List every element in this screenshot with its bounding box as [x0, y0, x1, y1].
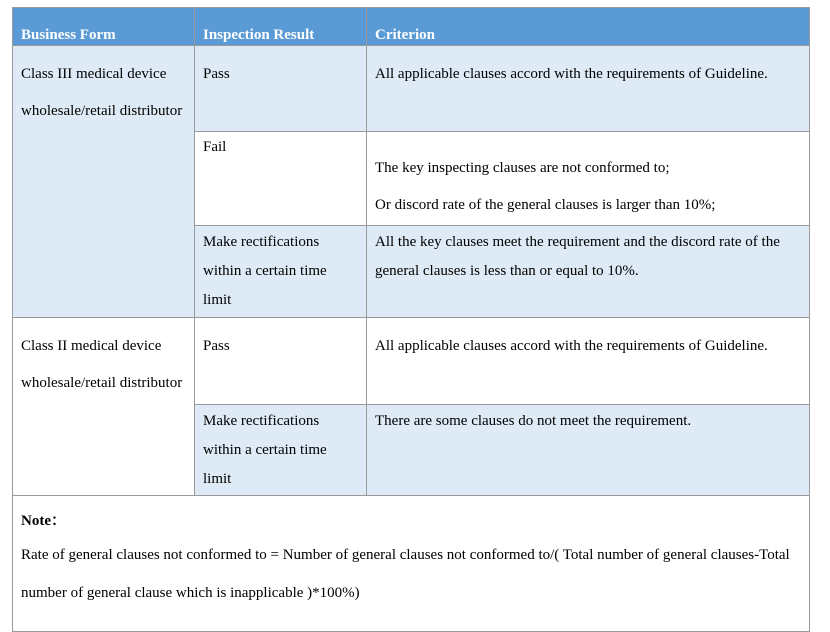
result-pass: Pass	[195, 46, 367, 132]
table-row	[13, 46, 810, 132]
result-rectify: Make rectifications within a certain time limit	[195, 226, 367, 318]
table-header-row	[13, 8, 810, 46]
header-business-form: Business Form	[13, 8, 195, 46]
table-row	[13, 318, 810, 405]
result-rectify-class-ii: Make rectifications within a certain time limit	[195, 405, 367, 496]
inspection-criteria-table	[12, 7, 810, 632]
criterion-rectify: All the key clauses meet the requirement and the discord rate of the general clauses is less than or equal to 10%.	[367, 226, 810, 318]
criterion-fail-line-2: Or discord rate of the general clauses is larger than 10%;	[375, 197, 716, 213]
business-form-class-ii: Class II medical device wholesale/retail distributor	[13, 318, 195, 496]
header-criterion: Criterion	[367, 8, 810, 46]
criterion-pass-class-ii: All applicable clauses accord with the requirements of Guideline.	[367, 318, 810, 405]
note-row	[13, 496, 810, 632]
criterion-fail-line-1: The key inspecting clauses are not conformed to;	[375, 160, 670, 176]
note-cell	[13, 496, 810, 632]
note-title: Note：	[21, 513, 66, 529]
criterion-pass: All applicable clauses accord with the requirements of Guideline.	[367, 46, 810, 132]
note-body: Rate of general clauses not conformed to = Number of general clauses not conformed to/( Total number of general clauses-Total number of general clause which is inapplicable )*100%)	[21, 547, 790, 601]
business-form-class-iii: Class III medical device wholesale/retail distributor	[13, 46, 195, 318]
result-fail: Fail	[195, 132, 367, 226]
header-inspection-result: Inspection Result	[195, 8, 367, 46]
result-pass-class-ii: Pass	[195, 318, 367, 405]
criterion-fail	[367, 132, 810, 226]
criterion-rectify-class-ii: There are some clauses do not meet the requirement.	[367, 405, 810, 496]
